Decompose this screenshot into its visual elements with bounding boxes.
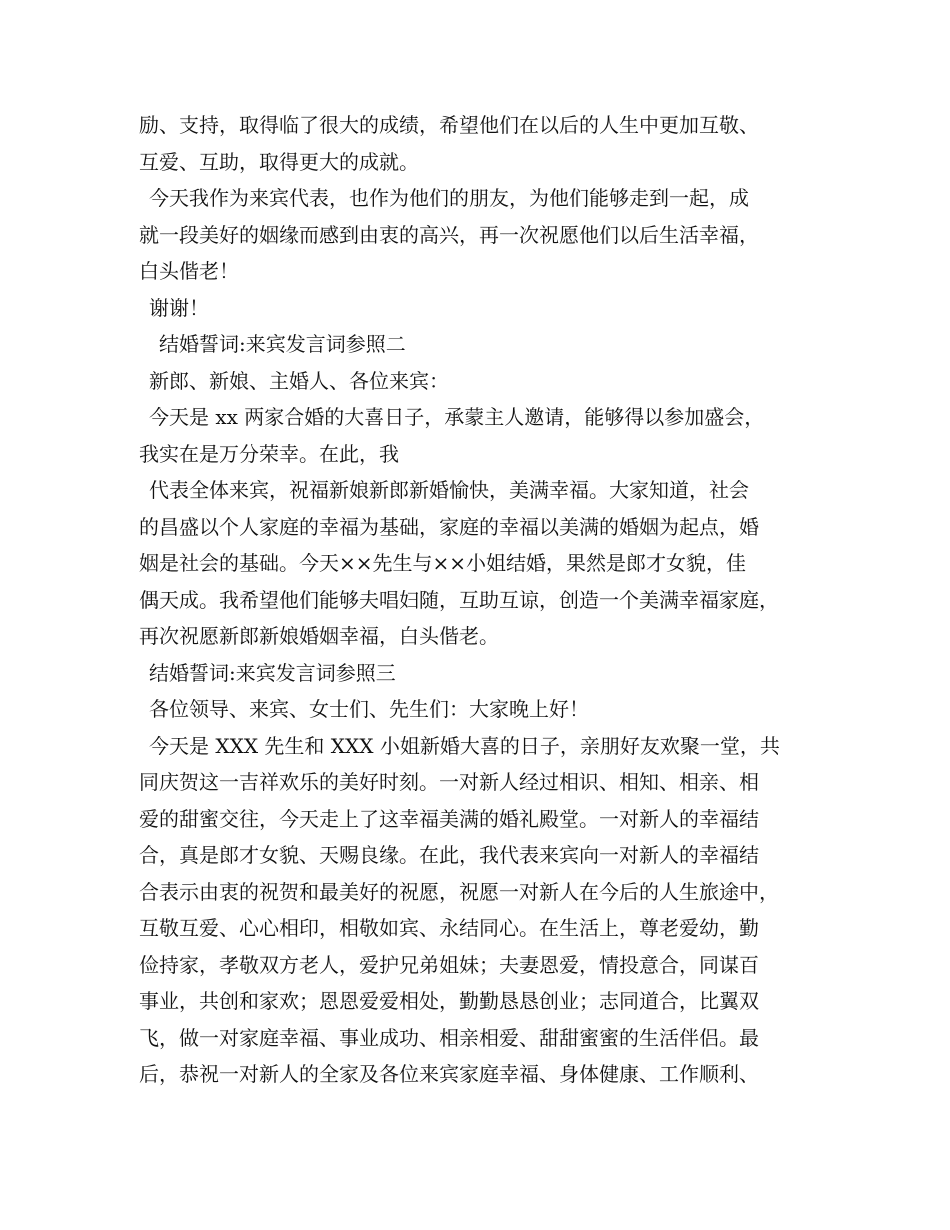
text-line: 飞，做一对家庭幸福、事业成功、相亲相爱、甜甜蜜蜜的生活伴侣。最 bbox=[139, 1025, 759, 1050]
text-line: 今天是 XXX 先生和 XXX 小姐新婚大喜的日子，亲朋好友欢聚一堂，共 bbox=[149, 733, 780, 758]
text-line: 爱的甜蜜交往，今天走上了这幸福美满的婚礼殿堂。一对新人的幸福结 bbox=[139, 806, 759, 831]
text-line: 合表示由衷的祝贺和最美好的祝愿，祝愿一对新人在今后的人生旅途中， bbox=[139, 879, 779, 904]
text-line: 代表全体来宾，祝福新娘新郎新婚愉快，美满幸福。大家知道，社会 bbox=[149, 478, 749, 502]
text-line: 同庆贺这一吉祥欢乐的美好时刻。一对新人经过相识、相知、相亲、相 bbox=[139, 770, 759, 794]
salutation-line: 各位领导、来宾、女士们、先生们：大家晚上好！ bbox=[149, 697, 589, 721]
text-line: 互敬互爱、心心相印，相敬如宾、永结同心。在生活上，尊老爱幼，勤 bbox=[139, 916, 759, 940]
text-line: 再次祝愿新郎新娘婚姻幸福，白头偕老。 bbox=[139, 624, 499, 648]
text-line: 合，真是郎才女貌、天赐良缘。在此，我代表来宾向一对新人的幸福结 bbox=[139, 843, 759, 867]
text-line: 白头偕老！ bbox=[139, 259, 239, 283]
text-line: 偶天成。我希望他们能够夫唱妇随，互助互谅，创造一个美满幸福家庭， bbox=[139, 587, 779, 612]
section-heading: 结婚誓词:来宾发言词参照二 bbox=[159, 332, 406, 356]
text-line: 励、支持，取得临了很大的成绩，希望他们在以后的人生中更加互敬、 bbox=[139, 113, 759, 137]
text-line: 互爱、互助，取得更大的成就。 bbox=[139, 149, 419, 174]
text-line: 今天我作为来宾代表，也作为他们的朋友，为他们能够走到一起，成 bbox=[149, 186, 749, 210]
text-line: 的昌盛以个人家庭的幸福为基础，家庭的幸福以美满的婚姻为起点，婚 bbox=[139, 514, 759, 539]
section-heading: 结婚誓词:来宾发言词参照三 bbox=[149, 660, 396, 685]
document-body bbox=[139, 107, 839, 1093]
text-line: 姻是社会的基础。今天××先生与××小姐结婚，果然是郎才女貌，佳 bbox=[139, 551, 747, 575]
salutation-line: 新郎、新娘、主婚人、各位来宾： bbox=[149, 368, 449, 393]
text-line: 俭持家，孝敬双方老人，爱护兄弟姐妹；夫妻恩爱，情投意合，同谋百 bbox=[139, 952, 759, 977]
text-line: 我实在是万分荣幸。在此，我 bbox=[139, 441, 399, 466]
text-line: 今天是 xx 两家合婚的大喜日子，承蒙主人邀请，能够得以参加盛会， bbox=[149, 405, 765, 429]
text-line: 事业，共创和家欢；恩恩爱爱相处，勤勤恳恳创业；志同道合，比翼双 bbox=[139, 989, 759, 1013]
text-line: 就一段美好的姻缘而感到由衷的高兴，再一次祝愿他们以后生活幸福， bbox=[139, 222, 759, 247]
text-line: 谢谢！ bbox=[149, 295, 209, 320]
text-line: 后，恭祝一对新人的全家及各位来宾家庭幸福、身体健康、工作顺利、 bbox=[139, 1062, 759, 1086]
